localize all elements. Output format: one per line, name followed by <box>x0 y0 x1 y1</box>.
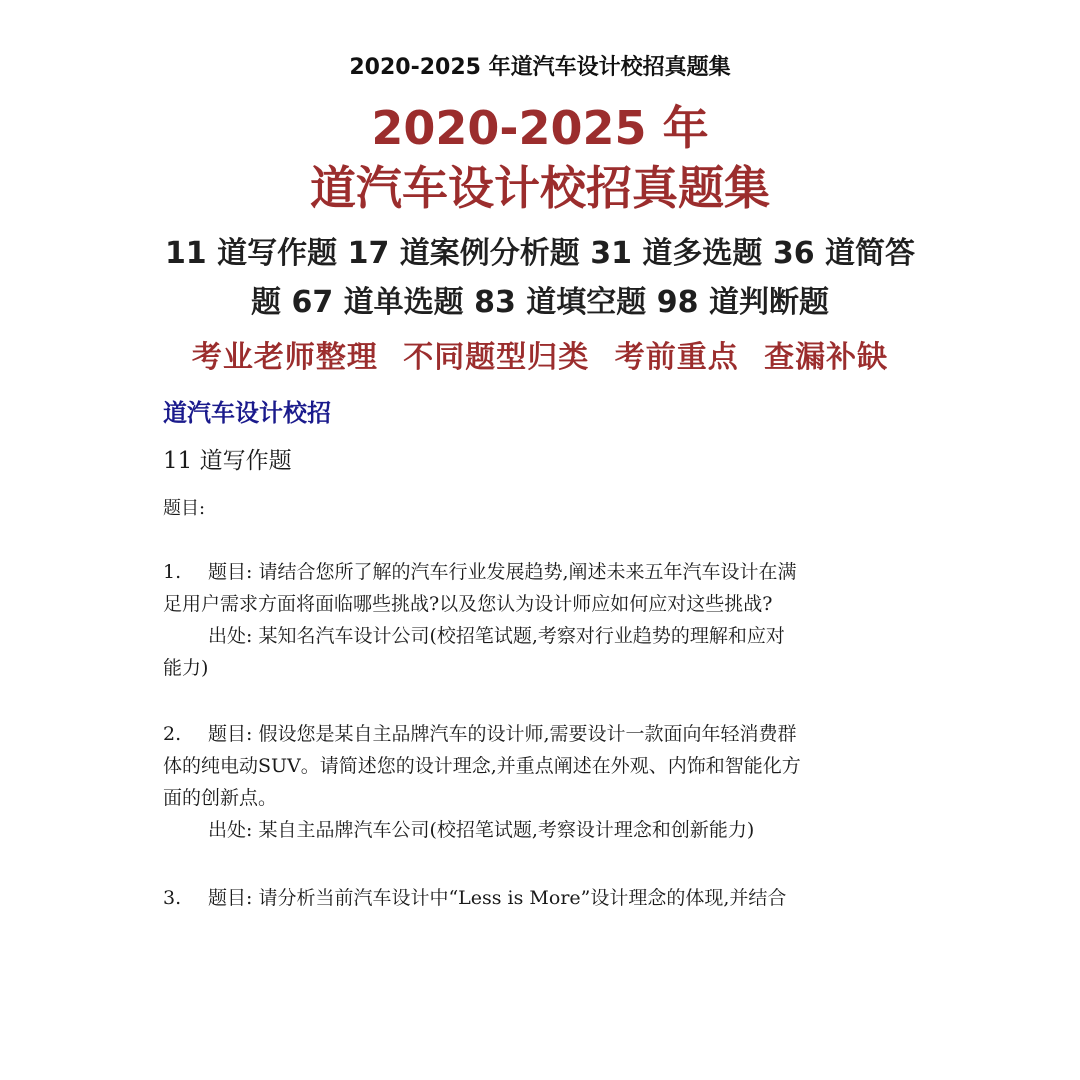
question-1 <box>163 556 923 684</box>
question-number: 3. <box>163 887 182 909</box>
question-number: 2. <box>163 723 182 745</box>
question-number: 1. <box>163 561 182 583</box>
question-count-summary-line2: 题 67 道单选题 83 道填空题 98 道判断题 <box>251 285 829 320</box>
question-text: 题目: 请结合您所了解的汽车行业发展趋势,阐述未来五年汽车设计在满 <box>208 561 797 583</box>
question-line <box>163 556 923 588</box>
cover-title-line1: 2020-2025 年 <box>371 101 709 155</box>
question-text: 题目: 假设您是某自主品牌汽车的设计师,需要设计一款面向年轻消费群 <box>208 723 797 745</box>
page-header-title: 2020-2025 年道汽车设计校招真题集 <box>349 55 731 80</box>
cover-title-line2: 道汽车设计校招真题集 <box>310 161 770 215</box>
question-line: 面的创新点。 <box>163 787 278 809</box>
question-3 <box>163 882 923 914</box>
question-text: 题目: 请分析当前汽车设计中“Less is More”设计理念的体现,并结合 <box>208 887 787 909</box>
section-heading: 道汽车设计校招 <box>163 399 331 427</box>
topic-label: 题目: <box>163 498 206 519</box>
question-source: 出处: 某知名汽车设计公司(校招笔试题,考察对行业趋势的理解和应对 <box>208 625 785 647</box>
question-line: 足用户需求方面将面临哪些挑战?以及您认为设计师应如何应对这些挑战? <box>163 593 773 615</box>
question-source: 出处: 某自主品牌汽车公司(校招笔试题,考察设计理念和创新能力) <box>208 819 755 841</box>
question-line <box>163 882 923 914</box>
question-source: 能力) <box>163 657 209 679</box>
question-line <box>163 718 923 750</box>
sub-heading: 11 道写作题 <box>163 448 292 474</box>
cover-slogan: 考业老师整理 不同题型归类 考前重点 查漏补缺 <box>191 340 889 375</box>
question-2 <box>163 718 923 846</box>
question-line: 体的纯电动SUV。请简述您的设计理念,并重点阐述在外观、内饰和智能化方 <box>163 755 801 777</box>
question-count-summary-line1: 11 道写作题 17 道案例分析题 31 道多选题 36 道简答 <box>164 236 916 271</box>
